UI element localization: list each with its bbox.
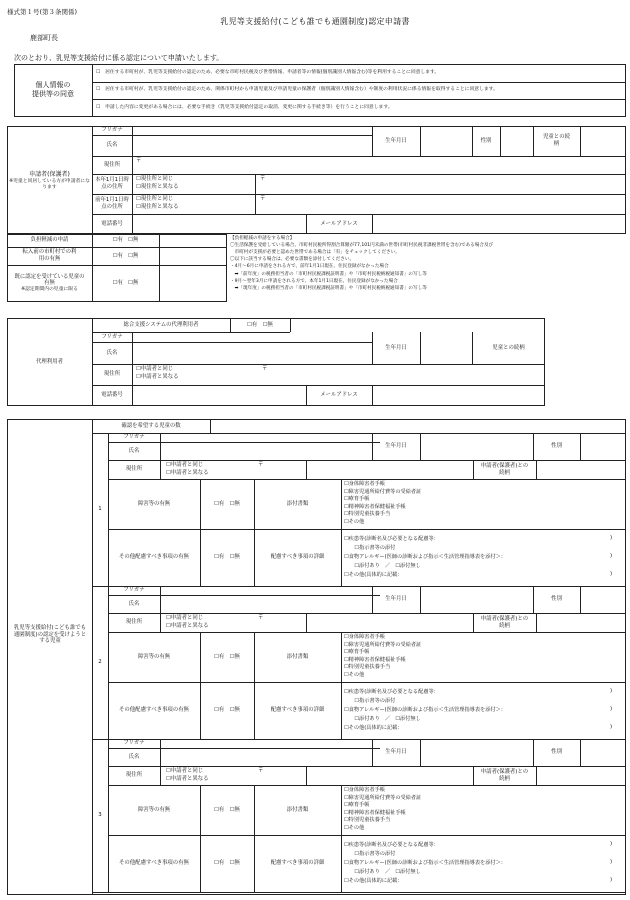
- agent-birthdate-label: 生年月日: [385, 344, 407, 351]
- applicant-furigana-label: フリガナ: [101, 127, 123, 134]
- agent-system-label: 総合支援システムの代理利用者: [123, 321, 199, 328]
- child-disability-label: 障害等の有無: [137, 806, 171, 813]
- child-care-close-paren-1: ): [610, 688, 613, 694]
- child-care-close-paren-3: ): [610, 877, 613, 883]
- child-care-label: その他配慮すべき事項の有無: [119, 707, 189, 714]
- child-attach-label: 添付書類: [286, 653, 309, 660]
- consent-item-1[interactable]: ☐ 居住する市町村が、乳児等支援給付の認定のため、必要な市町村民税及び世帯情報、申請者等の情報(個別識別人情報含む)等を利用することに同意します。: [96, 70, 440, 76]
- child-attach-label: 添付書類: [286, 500, 309, 507]
- child-postal-mark: 〒: [258, 615, 264, 621]
- child-attach-items[interactable]: ☐身体障害者手帳 ☐障害児通所給付費等の受給者証 ☐療育手帳 ☐精神障害者保健福祉手帳 ☐特別児童扶養手当 ☐その他: [344, 634, 422, 678]
- applicant-name-label: 氏名: [106, 142, 118, 149]
- child-gender-label: 性別: [551, 749, 562, 756]
- form-number: 様式第１号(第３条関係): [7, 8, 78, 16]
- child-address-label: 現住所: [125, 466, 143, 473]
- child-care-close-paren-2: ): [610, 859, 613, 865]
- applicant-relation-label: 児童との続柄: [543, 134, 570, 147]
- consent-item-2[interactable]: ☐ 居住する市町村が、乳児等支援給付の認定のため、関係市町村から申請児童及び申請児童の保護者（個別識別人情報含む）や制度の利用状況に係る情報を取得することに同意します。: [96, 87, 498, 93]
- agent-address-opts[interactable]: ☐申請者と同じ ☐申請者と異なる: [136, 366, 179, 380]
- child-care-detail-label: 配慮すべき事項の詳細: [270, 554, 325, 561]
- child-name-label: 氏名: [128, 600, 140, 607]
- child-furigana-label: フリガナ: [123, 587, 145, 594]
- burden-existing-opts[interactable]: ☐有 ☐無: [112, 280, 139, 287]
- child-guardian-relation-label: 申請者(保護者)との続柄: [480, 462, 529, 476]
- child-attach-label: 添付書類: [286, 806, 309, 813]
- child-care-detail-label: 配慮すべき事項の詳細: [270, 860, 325, 867]
- child-attach-items[interactable]: ☐身体障害者手帳 ☐障害児通所給付費等の受給者証 ☐療育手帳 ☐精神障害者保健福祉手帳 ☐特別児童扶養手当 ☐その他: [344, 481, 422, 525]
- burden-transfer-opts[interactable]: ☐有 ☐無: [112, 252, 139, 259]
- child-care-close-paren-1: ): [610, 841, 613, 847]
- child-care-opts[interactable]: ☐有 ☐無: [214, 554, 240, 561]
- applicant-address-label: 現住所: [103, 161, 121, 168]
- child-guardian-relation-label: 申請者(保護者)との続柄: [480, 768, 529, 782]
- child-attach-items[interactable]: ☐身体障害者手帳 ☐障害児通所給付費等の受給者証 ☐療育手帳 ☐精神障害者保健福祉手帳 ☐特別児童扶養手当 ☐その他: [344, 787, 422, 831]
- applicant-phone-label: 電話番号: [101, 220, 123, 227]
- burden-transfer-label: 転入前の市町村での利用の有無: [22, 249, 77, 262]
- child-number: 1: [98, 506, 102, 513]
- child-care-label: その他配慮すべき事項の有無: [119, 554, 189, 561]
- applicant-gender-label: 性別: [480, 137, 492, 144]
- child-care-items[interactable]: ☐疾患等(診断名及び必要となる配慮等： ☐指示書等の添付 ☐食物アレルギー(医師の診断および指示＜生活管理指導表を添付＞： ☐添付あり ／ ☐添付無し ☐その他(具体的に記載：: [344, 842, 506, 885]
- applicant-birthdate-label: 生年月日: [385, 137, 407, 144]
- child-address-label: 現住所: [125, 619, 143, 626]
- child-disability-opts[interactable]: ☐有 ☐無: [214, 653, 240, 660]
- child-postal-mark: 〒: [258, 462, 264, 468]
- child-guardian-relation-label: 申請者(保護者)との続柄: [480, 615, 529, 629]
- consent-label: 個人情報の 提供等の同意: [32, 81, 74, 98]
- applicant-postal-mark: 〒: [136, 158, 142, 164]
- applicant-jan1-prev-year-label: 前年1月1日時点の住所: [95, 197, 129, 210]
- child-postal-mark: 〒: [258, 768, 264, 774]
- consent-item-3[interactable]: ☐ 申請した内容に変更がある場合には、必要な手続き（乳児等支援給付認定の取消、変更に関する手続き等）を行うことに同意します。: [96, 104, 393, 110]
- child-disability-opts[interactable]: ☐有 ☐無: [214, 806, 240, 813]
- agent-furigana-label: フリガナ: [101, 333, 123, 340]
- child-care-close-paren-1: ): [610, 535, 613, 541]
- intro-text: 次のとおり、乳児等支援給付に係る認定について申請いたします。: [14, 54, 224, 62]
- burden-reduce-label: 負担軽減の申請: [30, 237, 69, 244]
- child-birthdate-label: 生年月日: [385, 596, 407, 603]
- child-number: 3: [98, 812, 102, 819]
- child-birthdate-label: 生年月日: [385, 443, 407, 450]
- child-gender-label: 性別: [551, 443, 562, 450]
- burden-note: 【負担軽減の申請をする場合】 〇生活保護を受給している場合、市町村民税所得割合算額が77,101円未満の世帯(市町村民税非課税世帯を含む)である場合及び 市町村が支援が必要と認めた世帯である場合は「有」をチェックしてください。 〇以下に該当する場合は、必要な書類を添付してください。 ・4月〜6月に申請をされる方で、前年1月1日現在、住民登録がなかった場合 ➡「前年度」の税務担当者の「市町村民税課税証明書」や「市町村民税納税通知書」の写し等 ・9月〜翌年3月に申請をされる方で、本年1月1日現在、住民登録がなかった場合 ➡「現年度」の税務担当者の「市町村民税課税証明書」や「市町村民税納税通知書」の写し等: [230, 236, 494, 291]
- applicant-jan1-this-year-postal: 〒: [260, 176, 266, 182]
- child-care-detail-label: 配慮すべき事項の詳細: [270, 707, 325, 714]
- child-address-label: 現住所: [125, 772, 143, 779]
- children-section-label: 乳児等支援給付(こども誰でも通園制度)の認定を受けようとする児童: [13, 624, 87, 645]
- agent-system-opts[interactable]: ☐有 ☐無: [247, 321, 273, 328]
- agent-address-label: 現住所: [103, 371, 121, 378]
- child-disability-label: 障害等の有無: [137, 653, 171, 660]
- child-address-opts[interactable]: ☐申請者と同じ ☐申請者と異なる: [166, 615, 209, 629]
- child-furigana-label: フリガナ: [123, 434, 145, 441]
- agent-email-label: メールアドレス: [320, 392, 358, 399]
- applicant-jan1-prev-year-opts[interactable]: ☐現住所と同じ ☐現住所と異なる: [136, 196, 179, 210]
- child-care-close-paren-3: ): [610, 571, 613, 577]
- child-care-close-paren-3: ): [610, 724, 613, 730]
- agent-relation-label: 児童との続柄: [492, 344, 525, 351]
- applicant-jan1-prev-year-postal: 〒: [260, 196, 266, 202]
- children-count-label: 確認を希望する児童の数: [121, 422, 181, 429]
- child-gender-label: 性別: [551, 596, 562, 603]
- child-care-opts[interactable]: ☐有 ☐無: [214, 707, 240, 714]
- child-care-label: その他配慮すべき事項の有無: [119, 860, 189, 867]
- applicant-jan1-this-year-opts[interactable]: ☐現住所と同じ ☐現住所と異なる: [136, 176, 179, 190]
- child-birthdate-label: 生年月日: [385, 749, 407, 756]
- child-care-items[interactable]: ☐疾患等(診断名及び必要となる配慮等： ☐指示書等の添付 ☐食物アレルギー(医師の診断および指示＜生活管理指導表を添付＞： ☐添付あり ／ ☐添付無し ☐その他(具体的に記載：: [344, 689, 506, 732]
- burden-existing-label: 既に認定を受けている児童の有無 ※認定期間内の児童に限る: [14, 273, 85, 293]
- child-furigana-label: フリガナ: [123, 740, 145, 747]
- child-disability-label: 障害等の有無: [137, 500, 171, 507]
- child-care-close-paren-2: ): [610, 553, 613, 559]
- child-disability-opts[interactable]: ☐有 ☐無: [214, 500, 240, 507]
- child-care-opts[interactable]: ☐有 ☐無: [214, 860, 240, 867]
- burden-reduce-opts[interactable]: ☐有 ☐無: [112, 237, 139, 244]
- agent-name-label: 氏名: [106, 349, 118, 356]
- agent-postal-mark: 〒: [262, 366, 268, 372]
- child-name-label: 氏名: [128, 753, 140, 760]
- child-address-opts[interactable]: ☐申請者と同じ ☐申請者と異なる: [166, 462, 209, 476]
- agent-phone-label: 電話番号: [101, 392, 123, 399]
- child-name-label: 氏名: [128, 447, 140, 454]
- applicant-email-label: メールアドレス: [320, 220, 358, 227]
- child-number: 2: [98, 659, 102, 666]
- addressee: 鹿部町長: [30, 34, 58, 42]
- child-care-items[interactable]: ☐疾患等(診断名及び必要となる配慮等： ☐指示書等の添付 ☐食物アレルギー(医師の診断および指示＜生活管理指導表を添付＞： ☐添付あり ／ ☐添付無し ☐その他(具体的に記載：: [344, 536, 506, 579]
- applicant-jan1-this-year-label: 本年1月1日時点の住所: [95, 177, 129, 190]
- page-title: 乳児等支援給付(こども誰でも通園制度)認定申請書: [220, 17, 410, 26]
- child-care-close-paren-2: ): [610, 706, 613, 712]
- applicant-section-label: 申請者(保護者) ※児童と同居している方が申請者になります: [9, 171, 90, 190]
- agent-section-label: 代理利用者: [36, 358, 63, 365]
- child-address-opts[interactable]: ☐申請者と同じ ☐申請者と異なる: [166, 768, 209, 782]
